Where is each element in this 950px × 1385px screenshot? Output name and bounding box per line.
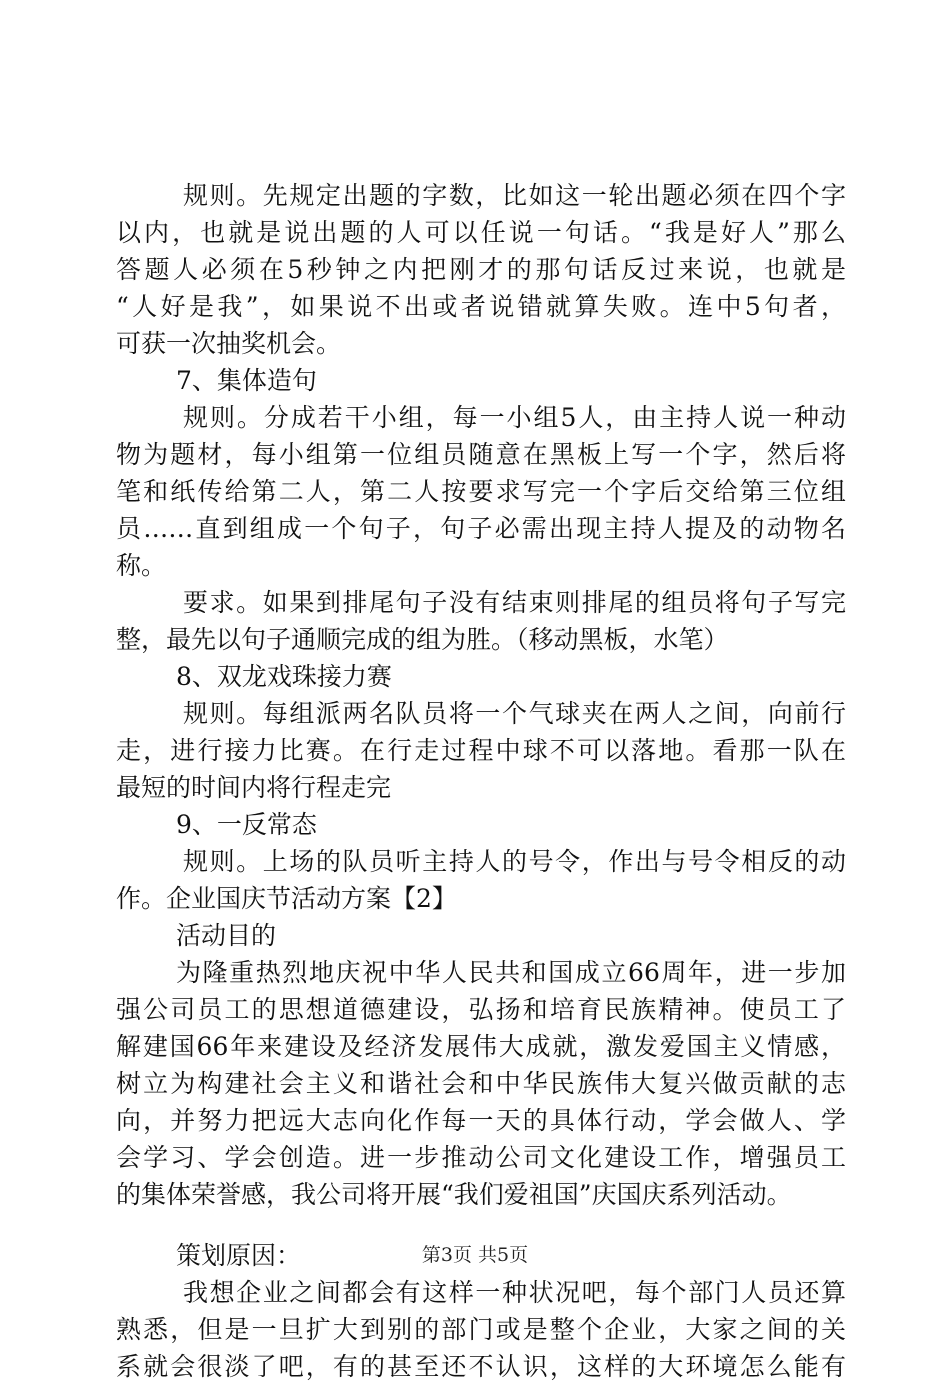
section-heading: 9、一反常态 <box>176 810 317 839</box>
text-line: 规则。上场的队员听主持人的号令，作出与号令相反的动 <box>183 847 846 876</box>
text-line: 我想企业之间都会有这样一种状况吧，每个部门人员还算 <box>183 1278 846 1307</box>
text-line: 规则。每组派两名队员将一个气球夹在两人之间，向前行 <box>183 699 846 728</box>
text-line: 整，最先以句子通顺完成的组为胜。（移动黑板，水笔） <box>116 625 729 654</box>
document-body <box>116 177 846 1385</box>
section-heading: 活动目的 <box>176 921 277 950</box>
text-line: 答题人必须在5秒钟之内把刚才的那句话反过来说，也就是 <box>116 255 846 284</box>
text-line: 规则。先规定出题的字数，比如这一轮出题必须在四个字 <box>183 181 846 210</box>
text-line: 熟悉，但是一旦扩大到别的部门或是整个企业，大家之间的关 <box>116 1315 846 1344</box>
text-line: 规则。分成若干小组，每一小组5人，由主持人说一种动 <box>183 403 846 432</box>
paragraph-gap <box>116 1213 846 1237</box>
section-heading: 7、集体造句 <box>176 366 317 395</box>
text-line: 会学习、学会创造。进一步推动公司文化建设工作，增强员工 <box>116 1143 846 1172</box>
text-line: 最短的时间内将行程走完 <box>116 773 392 802</box>
text-line: 笔和纸传给第二人，第二人按要求写完一个字后交给第三位组 <box>116 477 846 506</box>
text-line: 系就会很淡了吧，有的甚至还不认识，这样的大环境怎么能有 <box>116 1352 846 1381</box>
text-line: 为隆重热烈地庆祝中华人民共和国成立66周年，进一步加 <box>176 958 846 987</box>
text-line: 物为题材，每小组第一位组员随意在黑板上写一个字，然后将 <box>116 440 846 469</box>
text-line: 解建国66年来建设及经济发展伟大成就，激发爱国主义情感， <box>116 1032 846 1061</box>
section-heading: 8、双龙戏珠接力赛 <box>176 662 392 691</box>
text-line: 称。 <box>116 551 167 580</box>
text-line: 以内，也就是说出题的人可以任说一句话。“我是好人”那么 <box>116 218 846 247</box>
text-line: “人好是我”，如果说不出或者说错就算失败。连中5句者， <box>116 292 846 321</box>
text-line: 可获一次抽奖机会。 <box>116 329 342 358</box>
text-line: 要求。如果到排尾句子没有结束则排尾的组员将句子写完 <box>183 588 846 617</box>
text-line: 作。企业国庆节活动方案【2】 <box>116 884 457 913</box>
text-line: 走，进行接力比赛。在行走过程中球不可以落地。看那一队在 <box>116 736 846 765</box>
text-line: 向，并努力把远大志向化作每一天的具体行动，学会做人、学 <box>116 1106 846 1135</box>
page-number-footer: 第3页 共5页 <box>421 1244 529 1266</box>
text-line: 员……直到组成一个句子，句子必需出现主持人提及的动物名 <box>116 514 846 543</box>
section-heading: 策划原因： <box>176 1241 302 1270</box>
text-line: 的集体荣誉感，我公司将开展“我们爱祖国”庆国庆系列活动。 <box>116 1180 792 1209</box>
text-line: 树立为构建社会主义和谐社会和中华民族伟大复兴做贡献的志 <box>116 1069 846 1098</box>
text-line: 强公司员工的思想道德建设，弘扬和培育民族精神。使员工了 <box>116 995 846 1024</box>
